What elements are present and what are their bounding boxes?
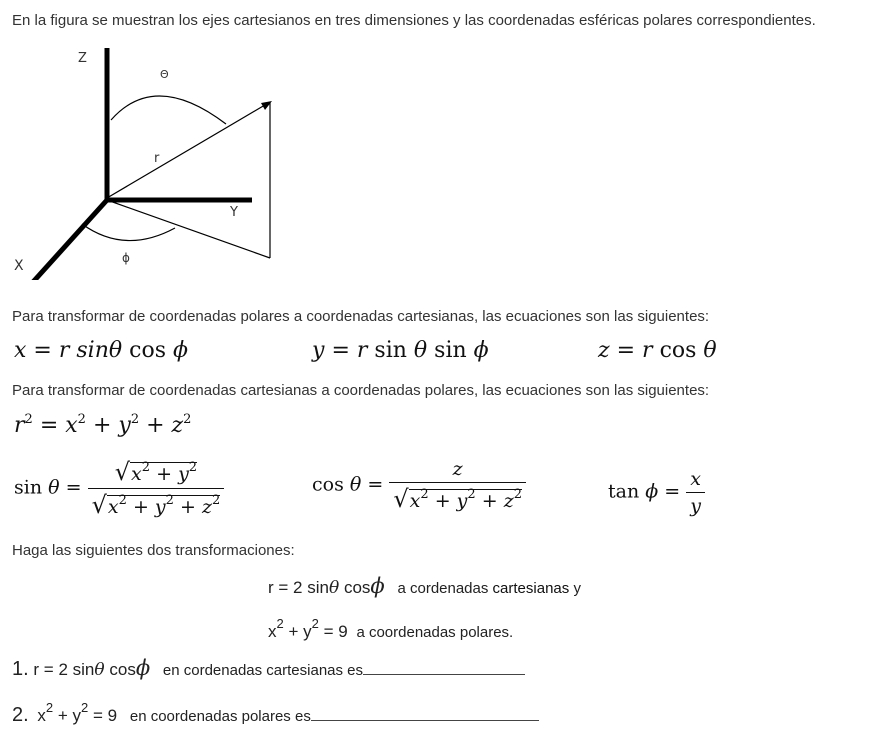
instruction-text: Haga las siguientes dos transformaciones:: [12, 542, 295, 559]
section1-text: Para transformar de coordenadas polares a coordenadas cartesianas, las ecuaciones son las siguientes:: [12, 308, 710, 325]
equation-cos-theta: cos θ = $\frac{z}{√x^2 + y^2 + z^2}$: [312, 458, 526, 513]
equation-r-squared: $r^2 = x^2 + y^2 + z^2$: [14, 412, 192, 438]
task-1: r = 2 sinθ cosϕ a cordenadas cartesianas y: [268, 574, 581, 598]
r-vector: [107, 102, 270, 198]
section2-text: Para transformar de coordenadas cartesianas a coordenadas polares, las ecuaciones son las siguientes:: [12, 382, 710, 399]
label-y: Y: [230, 205, 238, 220]
equation-x: x = r sinθ cos ϕ: [14, 338, 188, 363]
label-z: Z: [78, 51, 87, 66]
answer-1-blank[interactable]: [363, 660, 525, 675]
question-1: 1. r = 2 sinθ cosϕ en cordenadas cartesianas es: [12, 656, 525, 681]
task-2: $x^2 + y^2 = 9$ a coordenadas polares.: [268, 616, 514, 641]
label-phi: ϕ: [122, 251, 130, 265]
equation-y: y = r sin θ sin ϕ: [312, 338, 489, 363]
x-axis: [33, 200, 107, 280]
intro-text: En la figura se muestran los ejes cartesianos en tres dimensiones y las coordenadas esféricas polares correspondientes.: [12, 12, 816, 29]
projection-line: [107, 200, 270, 258]
answer-2-blank[interactable]: [311, 706, 539, 721]
theta-arc: [111, 96, 226, 124]
equation-z: z = r cos θ: [598, 338, 717, 363]
label-r: r: [154, 151, 160, 166]
question-2: 2. $x^2 + y^2 = 9$ en coordenadas polares es: [12, 700, 539, 727]
label-x: X: [14, 258, 24, 274]
spherical-coordinates-figure: [0, 40, 300, 280]
phi-arc: [82, 224, 175, 241]
equation-tan-phi: tan ϕ = $\frac{x}{y}$: [608, 468, 705, 517]
label-theta: Θ: [160, 68, 169, 81]
equation-sin-theta: sin θ = $\frac{√x^2 + y^2}{√x^2 + y^2 + z^2}$: [14, 458, 224, 519]
